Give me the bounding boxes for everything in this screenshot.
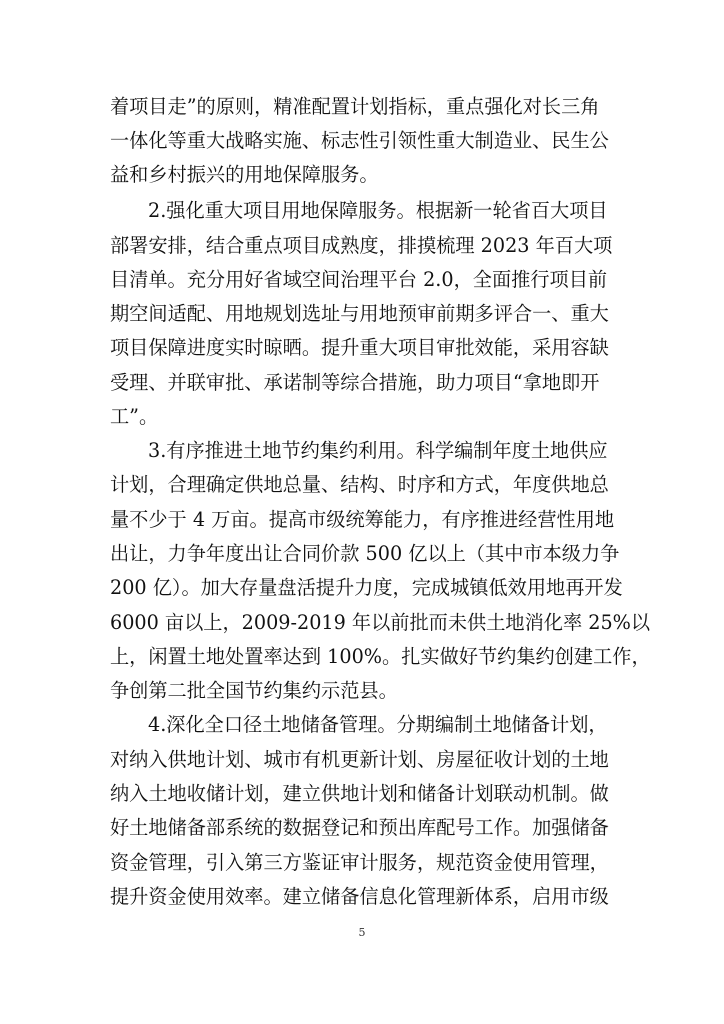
body-text-line: 好土地储备部系统的数据登记和预出库配号工作。加强储备 (110, 816, 609, 839)
paragraph-heading-line: 4.深化全口径土地储备管理。分期编制土地储备计划， (148, 713, 608, 736)
body-text-line: 计划，合理确定供地总量、结构、时序和方式，年度供地总 (110, 473, 609, 496)
paragraph-heading-line: 2.强化重大项目用地保障服务。根据新一轮省百大项目 (148, 199, 608, 222)
body-text-line: 纳入土地收储计划，建立供地计划和储备计划联动机制。做 (110, 782, 609, 805)
body-text-line: 项目保障进度实时晾晒。提升重大项目审批效能，采用容缺 (110, 336, 609, 359)
body-text-line: 出让，力争年度出让合同价款 500 亿以上（其中市本级力争 (110, 542, 620, 565)
body-text-line: 资金管理，引入第三方鉴证审计服务，规范资金使用管理， (110, 851, 609, 874)
body-text-line: 6000 亩以上，2009-2019 年以前批而未供土地消化率 25%以 (110, 611, 651, 634)
body-text-line: 受理、并联审批、承诺制等综合措施，助力项目“拿地即开 (110, 371, 600, 394)
page-number: 5 (358, 926, 366, 939)
body-text-line: 上，闲置土地处置率达到 100%。扎实做好节约集约创建工作， (110, 645, 651, 668)
body-text-line: 提升资金使用效率。建立储备信息化管理新体系，启用市级 (110, 885, 609, 908)
body-text-line: 目清单。充分用好省域空间治理平台 2.0，全面推行项目前 (110, 268, 608, 291)
body-text-line: 期空间适配、用地规划选址与用地预审前期多评合一、重大 (110, 302, 609, 325)
body-text-line: 益和乡村振兴的用地保障服务。 (110, 163, 379, 186)
paragraph-heading-line: 3.有序推进土地节约集约利用。科学编制年度土地供应 (148, 439, 608, 462)
body-text-line: 工”。 (110, 405, 159, 428)
body-text-line: 对纳入供地计划、城市有机更新计划、房屋征收计划的土地 (110, 748, 609, 771)
body-text-line: 200 亿）。加大存量盘活提升力度，完成城镇低效用地再开发 (110, 576, 623, 599)
body-text-line: 量不少于 4 万亩。提高市级统筹能力，有序推进经营性用地 (110, 508, 615, 531)
body-text-line: 一体化等重大战略实施、标志性引领性重大制造业、民生公 (110, 129, 609, 152)
body-text-line: 部署安排，结合重点项目成熟度，排摸梳理 2023 年百大项 (110, 234, 613, 257)
body-text-line: 着项目走”的原则，精准配置计划指标，重点强化对长三角 (110, 95, 600, 118)
body-text-line: 争创第二批全国节约集约示范县。 (110, 679, 398, 702)
